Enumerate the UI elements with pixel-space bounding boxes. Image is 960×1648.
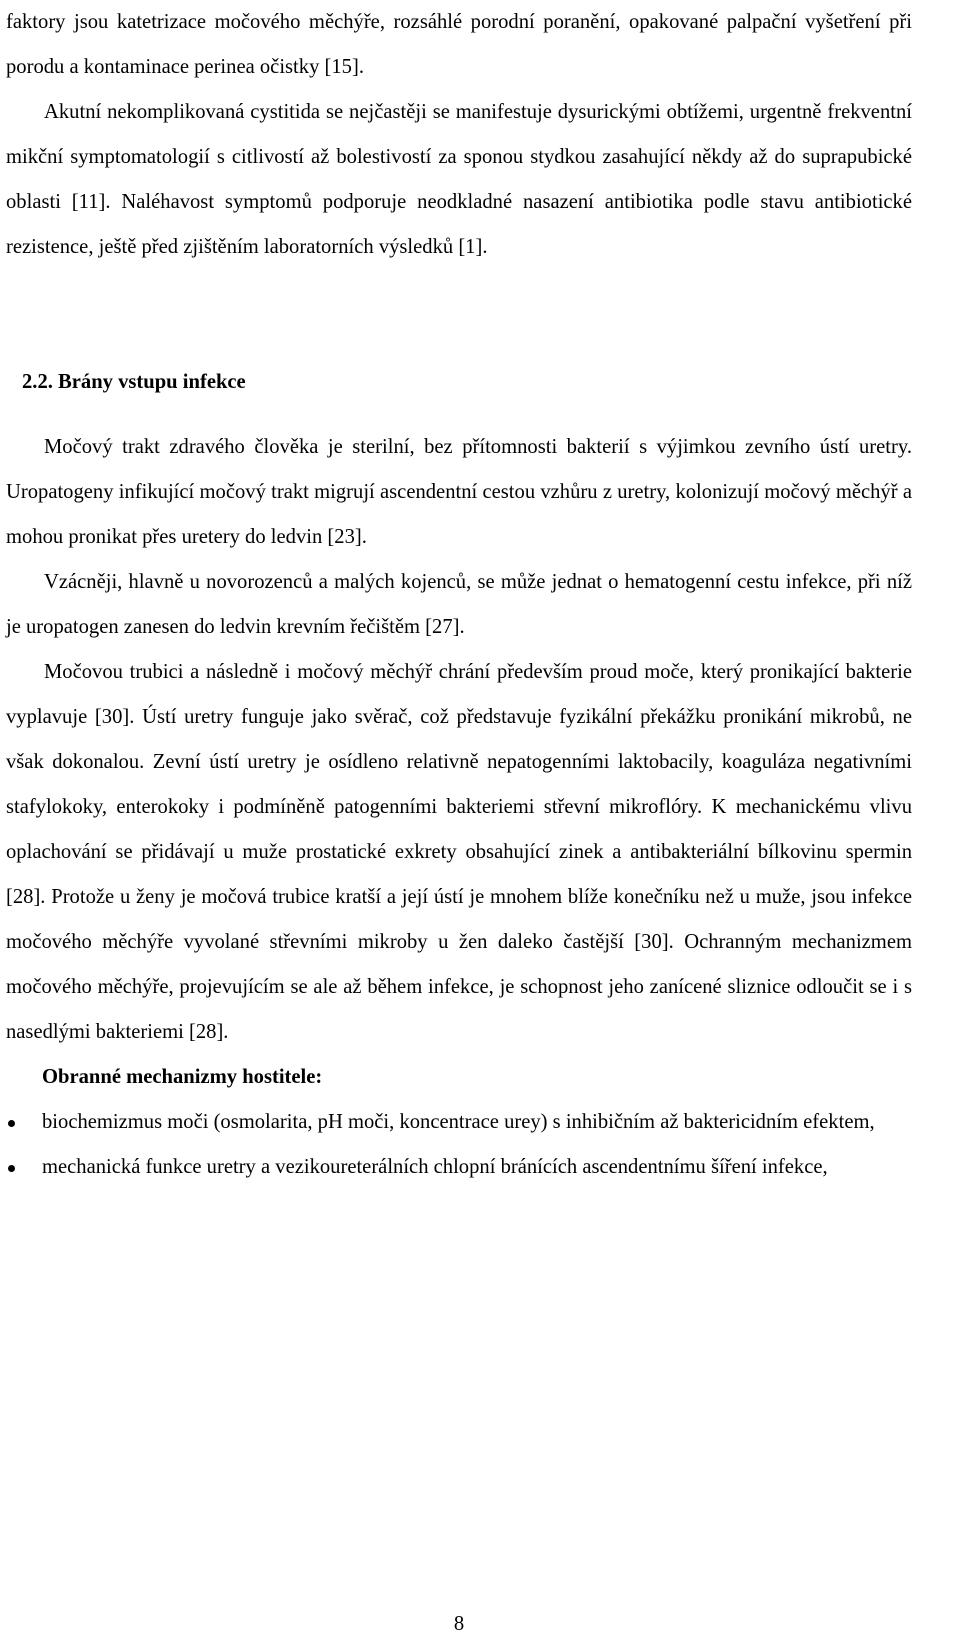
list-item-text: biochemizmus moči (osmolarita, pH moči, koncentrace urey) s inhibičním až baktericidním efektem, [42, 1111, 875, 1133]
list-item [6, 1145, 912, 1190]
section-heading: 2.2. Brány vstupu infekce [22, 371, 246, 393]
page-number: 8 [453, 1613, 465, 1635]
paragraph-sterile-tract: Močový trakt zdravého člověka je sterilní, bez přítomnosti bakterií s výjimkou zevního ústí uretry. Uropatogeny infikující močový trakt migrují ascendentní cestou vzhůru z uretry, kolonizují močový měchýř a mohou pronikat přes uretery do ledvin [23]. [6, 436, 912, 548]
paragraph-hematogenous: Vzácněji, hlavně u novorozenců a malých kojenců, se může jednat o hematogenní cestu infekce, při níž je uropatogen zanesen do ledvin krevním řečištěm [27]. [6, 571, 912, 638]
paragraph-acute-cystitis: Akutní nekomplikovaná cystitida se nejčastěji se manifestuje dysurickými obtížemi, urgentně frekventní mikční symptomatologií s citlivostí až bolestivostí za sponou stydkou zasahující někdy až do suprapubické oblasti [11]. Naléhavost symptomů podporuje neodkladné nasazení antibiotika podle stavu antibiotické rezistence, ještě před zjištěním laboratorních výsledků [1]. [6, 101, 912, 258]
paragraph-risk-factors: faktory jsou katetrizace močového měchýře, rozsáhlé porodní poranění, opakované palpační vyšetření při porodu a kontaminace perinea očistky [15]. [6, 11, 912, 78]
document-page [6, 0, 912, 1190]
bullet-icon [8, 1165, 15, 1172]
bullet-list [6, 1100, 912, 1190]
bullet-icon [8, 1120, 15, 1127]
list-item [6, 1100, 912, 1145]
paragraph-defense: Močovou trubici a následně i močový měchýř chrání především proud moče, který pronikající bakterie vyplavuje [30]. Ústí uretry funguje jako svěrač, což představuje fyzikální překážku pronikání mikrobů, ne však dokonalou. Zevní ústí uretry je osídleno relativně nepatogenními laktobacily, koaguláza negativními stafylokoky, enterokoky i podmíněně patogenními bakteriemi střevní mikroflóry. K mechanickému vlivu oplachování se přidávají u muže prostatické exkrety obsahující zinek a antibakteriální bílkovinu spermin [28]. Protože u ženy je močová trubice kratší a její ústí je mnohem blíže konečníku než u muže, jsou infekce močového měchýře vyvolané střevními mikroby u žen daleko častější [30]. Ochranným mechanizmem močového měchýře, projevujícím se ale až během infekce, je schopnost jeho zanícené sliznice odloučit se i s nasedlými bakteriemi [28]. [6, 661, 912, 1043]
list-item-text: mechanická funkce uretry a vezikoureterálních chlopní bránících ascendentnímu šíření infekce, [42, 1156, 828, 1178]
subheading-host-defense: Obranné mechanizmy hostitele: [42, 1066, 323, 1088]
